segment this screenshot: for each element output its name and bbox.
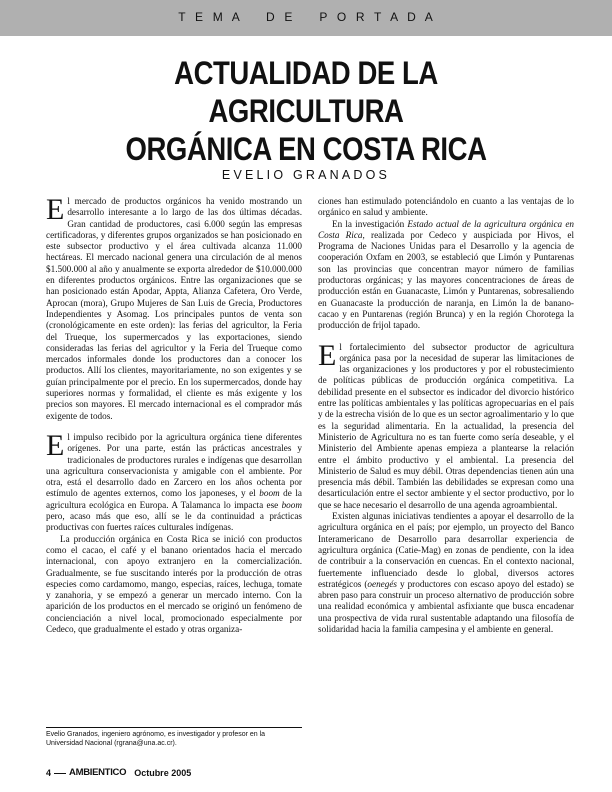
section-header-label: T E M A D E P O R T A D A [178,10,434,24]
page-number: 4 [46,768,52,778]
paragraph-text: y productores con escaso apoyo del estado) se abren paso para construir un proceso alternativo de producción sobre una realidad económica y ambiental asfixiante que busca encadenar una prospectiva de vida rural sustentable adaptando una filosofía de solidaridad hacia la familia campesina y el ambiente en general. [318,578,574,634]
paragraph-text: Existen algunas iniciativas tendientes a apoyar el desarrollo de la agricultura orgánica en el país; por ejemplo, un proyecto del Banco Interamericano de Desarrollo para desarrollar experiencia de agricultura orgánica (Catie-Mag) en zonas de pendiente, con la idea de contribuir a la conservación en cuencas. En el contexto nacional, fuertemente influenciado desde lo global, diversos actores estratégicos ( [318,511,574,589]
section-header-bar [0,0,612,36]
left-column [46,193,302,635]
emphasis-text: oenegés [367,578,398,589]
paragraph [318,338,574,511]
article-title [77,54,535,168]
emphasis-text: boom [281,499,302,510]
paragraph [318,511,574,635]
paragraph: ciones han estimulado potenciándolo en cuanto a las ventajas de lo orgánico en salud y ambiente. [318,196,574,218]
paragraph [46,428,302,534]
author-footnote: Evelio Granados, ingeniero agrónomo, es investigador y profesor en la Universidad Nacional (rgrana@una.ac.cr). [46,731,266,747]
footnote-divider [46,727,302,728]
emphasis-text: boom [259,488,280,499]
magazine-logo: AMBIENTICO [69,767,127,778]
paragraph-text: l impulso recibido por la agricultura orgánica tiene diferentes orígenes. Por una parte, están las prácticas ancestrales y tradicionales de productores rurales e indígenas que desarrollan una agricultura conservacionista y amigable con el ambiente. Por otra, está el desarrollo dado en Zarcero en los años ochenta por estímulo de agentes externos, como los japoneses, y el [46,431,302,499]
paragraph-text: de la agricultura ecológica en Europa. A Talamanca lo impacta ese [46,488,302,510]
drop-cap: E [318,338,337,372]
right-column [318,196,574,635]
paragraph-text: , realizada por Cedeco y auspiciada por Hivos, el Programa de Naciones Unidas para el Desarrollo y la agencia de cooperación Oxfam en 2003, se estableció que Limón y Puntarenas son las provincias que concentran mayor número de familias productoras orgánicas; y las mayores concentraciones de áreas de producción están en Guanacaste, Limón y Puntarenas, sobresaliendo en Guanacaste la producción de naranja, en Limón la de banano-cacao y en Puntarenas (región Brunca) y en la región Chorotega la producción de frijol tapado. [318,229,575,331]
drop-cap: E [46,428,65,462]
issue-date: Octubre 2005 [134,768,192,778]
paragraph [46,193,302,422]
article-title-line-1: ACTUALIDAD DE LA AGRICULTURA [174,55,438,129]
paragraph [318,219,574,332]
drop-cap: E [46,193,65,226]
paragraph-text: l mercado de productos orgánicos ha venido mostrando un desarrollo interesante a lo largo de las dos últimas décadas. Gran cantidad de productores, casi 6.000 según las empresas certificadoras, y diferentes grupos organizados se han posicionado en este subsector productivo y el área cultivada alcanza 11.000 hectáreas. El mercado nacional genera una circulación de al menos $1.500.000 al año y anualmente se exporta alrededor de $10.000.000 en diferentes productos orgánicos. Entre las organizaciones que se han posicionado están Apodar, Appta, Alianza Cafetera, Oro Verde, Aprocan (mora), Grupo Mujeres de San Luis de Grecia, Productores Independientes y Asomag. Los principales puntos de venta son (cronológicamente en este orden): las ferias del agricultor, la Feria del Trueque, los supermercados y las exportaciones, siendo consideradas las ferias del agricultor y la Feria del Trueque como mercados informales donde los productores dan a conocer los productos. Allí los clientes, mayoritariamente, no son exigentes y se guían principalmente por el precio. En los supermercados, donde hay superiores normas y formalidad, el cliente es más exigente y los precios son mayores. El mercado internacional es el comprador más exigente de todos. [46,196,302,421]
paragraph-text: pero, acaso más que eso, allí se le da continuidad a prácticas productivas con fuertes raíces culturales indígenas. [46,511,302,533]
article-title-line-2: ORGÁNICA EN COSTA RICA [125,131,487,167]
page-footer [46,766,191,780]
paragraph-text: l fortalecimiento del subsector productor de agricultura orgánica pasa por la necesidad de superar las limitaciones de las organizaciones y los productores y por el robustecimiento de políticas públicas de producción orgánica competitiva. La debilidad presente en el subsector es indicador del divorcio histórico entre las políticas ambientales y las políticas agropecuarias en el país y de la estrecha visión de lo que es un sector agroalimentario y lo que es la seguridad alimentaria. En la actualidad, la presencia del Ministerio de Agricultura no es tan fuerte como sería deseable, y el Ministerio del Ambiente apenas empieza a plantearse la relación entre el ámbito productivo y el ambiental. La presencia del Ministerio de Salud es muy débil. Otras dependencias tienen aún una presencia más débil. También las debilidades se expresan como una desarticulación entre el sector ambiente y el sector productivo, por lo que se hace necesario el desarrollo de una agenda agroambiental. [318,341,574,510]
footer-divider [54,773,66,774]
paragraph: La producción orgánica en Costa Rica se inició con productos como el cacao, el café y el banano orientados hacia el mercado internacional, con apoyo extranjero en la comercialización. Gradualmente, se fue suscitando interés por la producción de otras especies como cardamomo, mango, especias, raíces, lechuga, tomate y zanahoria, y se empezó a generar un mercado interno. Con la aparición de los productos en el mercado se originó un fenómeno de concienciación a nivel local, promocionado especialmente por Cedeco, que gradualmente el estado y otras organiza- [46,533,302,634]
article-author: EVELIO GRANADOS [221,168,391,182]
study-title: Estado actual de la agricultura orgánica en Costa Rica [318,218,574,240]
paragraph-text: En la investigación [332,218,408,229]
